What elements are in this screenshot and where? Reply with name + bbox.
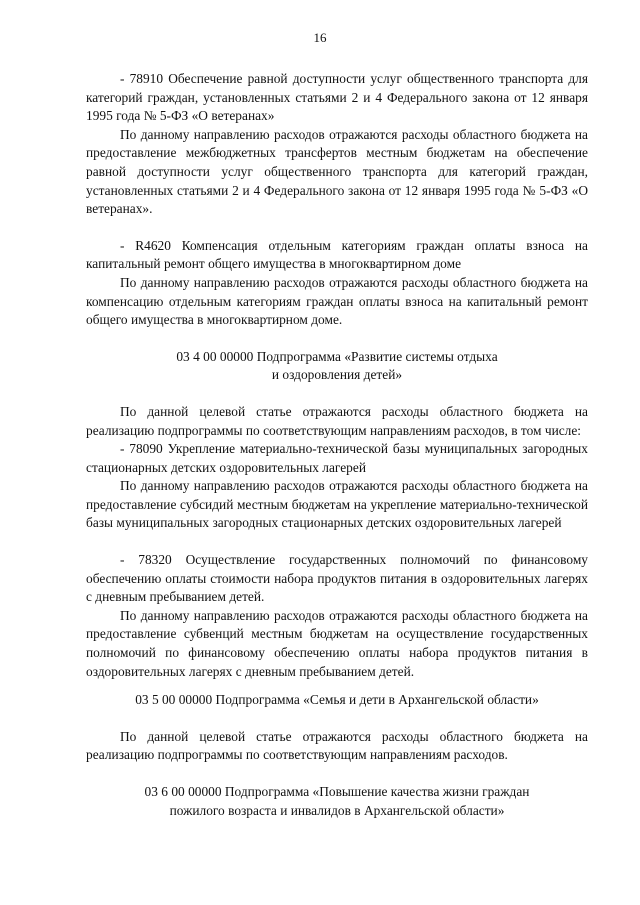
paragraph-78320-title: - 78320 Осуществление государственных полномочий по финансовому обеспечению оплаты стоимости набора продуктов питания в оздоровительных лагерях с дневным пребыванием детей. xyxy=(86,552,588,605)
spacer xyxy=(86,765,588,783)
spacer xyxy=(86,219,588,237)
spacer xyxy=(86,533,588,551)
spacer xyxy=(86,710,588,728)
paragraph-78910-title: - 78910 Обеспечение равной доступности услуг общественного транспорта для категорий граждан, установленных статьями 2 и 4 Федерального закона от 12 января 1995 года № 5-ФЗ «О ветеранах» xyxy=(86,71,588,124)
paragraph-r4620-description: По данному направлению расходов отражаются расходы областного бюджета на компенсацию отдельным категориям граждан оплаты взноса на капитальный ремонт общего имущества в многоквартирном доме. xyxy=(86,274,588,328)
paragraph-03-4-intro: По данной целевой статье отражаются расходы областного бюджета на реализацию подпрограммы по соответствующим направлениям расходов, в том числе: xyxy=(86,403,588,438)
spacer xyxy=(86,385,588,403)
section-heading-03-5 xyxy=(86,691,588,710)
paragraph-78320-description: По данному направлению расходов отражаются расходы областного бюджета на предоставление субвенций местным бюджетам на осуществление государственных полномочий по финансовому обеспечению оплаты набора продуктов питания в оздоровительных лагерях с дневным пребыванием детей. xyxy=(86,607,588,679)
section-heading-line: 03 6 00 00000 Подпрограмма «Повышение качества жизни граждан xyxy=(144,784,530,799)
paragraph-78090-title: - 78090 Укрепление материально-технической базы муниципальных загородных стационарных детских оздоровительных лагерей xyxy=(86,441,588,475)
spacer xyxy=(86,330,588,348)
section-heading-line: 03 4 00 00000 Подпрограмма «Развитие системы отдыха xyxy=(176,348,498,364)
paragraph-78090-description: По данному направлению расходов отражаются расходы областного бюджета на предоставление субсидий местным бюджетам на укрепление материально-технической базы муниципальных загородных стационарных детских оздоровительных лагерей xyxy=(86,478,588,531)
paragraph-r4620-title: - R4620 Компенсация отдельным категориям граждан оплаты взноса на капитальный ремонт общего имущества в многоквартирном доме xyxy=(86,237,588,272)
paragraph-78910-description: По данному направлению расходов отражаются расходы областного бюджета на предоставление межбюджетных трансфертов местным бюджетам на обеспечение равной доступности услуг общественного транспорта для категорий граждан, установленных статьями 2 и 4 Федерального закона от 12 января 1995 года № 5-ФЗ «О ветеранах». xyxy=(86,126,588,217)
section-heading-line: 03 5 00 00000 Подпрограмма «Семья и дети в Архангельской области» xyxy=(135,692,539,708)
spacer xyxy=(86,681,588,691)
section-heading-03-6 xyxy=(86,783,588,820)
document-body xyxy=(86,70,588,820)
page-number: 16 xyxy=(313,30,327,45)
section-heading-03-4 xyxy=(86,348,588,385)
paragraph-03-5-intro: По данной целевой статье отражаются расходы областного бюджета на реализацию подпрограммы по соответствующим направлениям расходов. xyxy=(86,728,588,763)
section-heading-line: и оздоровления детей» xyxy=(271,367,403,383)
section-heading-line: пожилого возраста и инвалидов в Архангельской области» xyxy=(169,802,505,818)
